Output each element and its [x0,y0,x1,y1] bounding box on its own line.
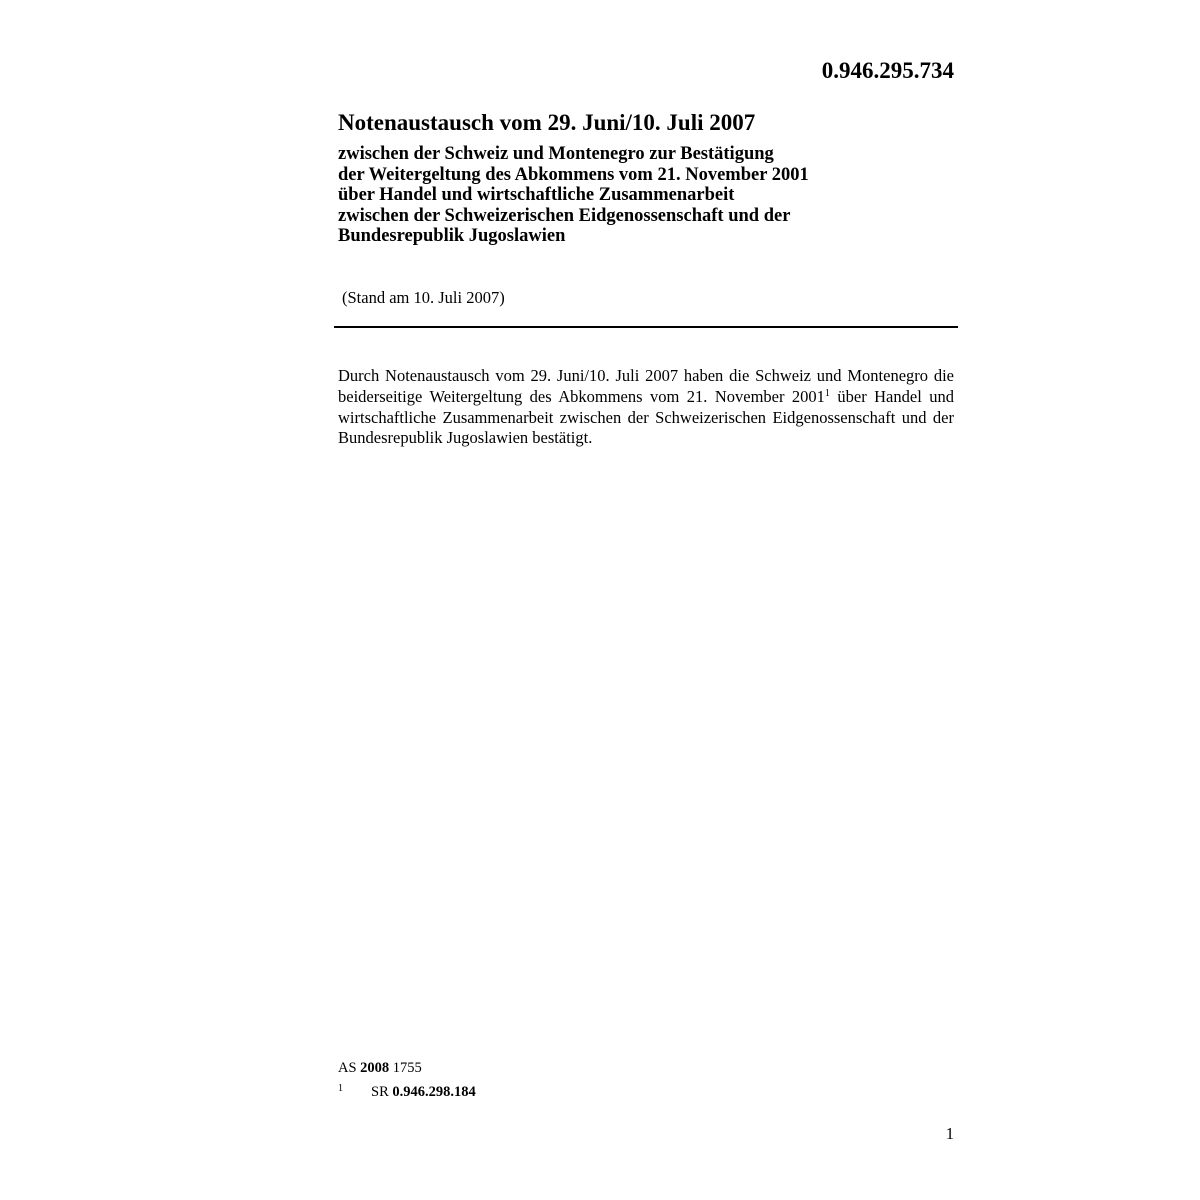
subtitle-line: zwischen der Schweiz und Montenegro zur Bestätigung [338,144,774,164]
page-number: 1 [945,1124,954,1143]
footnote-1 [338,1079,476,1103]
footnotes [338,1058,476,1102]
as-prefix: AS [338,1060,361,1076]
subtitle-line: Bundesrepublik Jugoslawien [338,226,566,247]
subtitle-line: über Handel und wirtschaftliche Zusammenarbeit [338,185,735,206]
body-text-part: über Handel und wirtschaftliche Zusammenarbeit zwischen der Schweizerischen Eidgenossenschaft und der Bundesrepublik Jugoslawien bestätigt. [338,386,954,448]
body-paragraph [338,366,954,449]
footnote-prefix: SR [371,1083,393,1100]
document-title: Notenaustausch vom 29. Juni/10. Juli 2007 [338,110,756,135]
as-reference [338,1058,476,1079]
stand-date: (Stand am 10. Juli 2007) [342,288,505,307]
sr-number: 0.946.295.734 [821,58,954,83]
as-page: 1755 [389,1060,422,1076]
footnote-reference: 1 [824,387,830,399]
subtitle-line: der Weitergeltung des Abkommens vom 21. November 2001 [338,164,809,185]
subtitle-line: zwischen der Schweizerischen Eidgenossenschaft und der [338,205,791,226]
document-subtitle [338,144,938,247]
as-year: 2008 [360,1060,390,1076]
footnote-sr-number: 0.946.298.184 [392,1083,476,1100]
body-text-part: Durch Notenaustausch vom 29. Juni/10. Juli 2007 haben die Schweiz und Montenegro die beiderseitige Weitergeltung des Abkommens vom 21. November 2001 [338,366,954,406]
footnote-marker: 1 [338,1082,343,1094]
horizontal-rule [334,326,958,328]
